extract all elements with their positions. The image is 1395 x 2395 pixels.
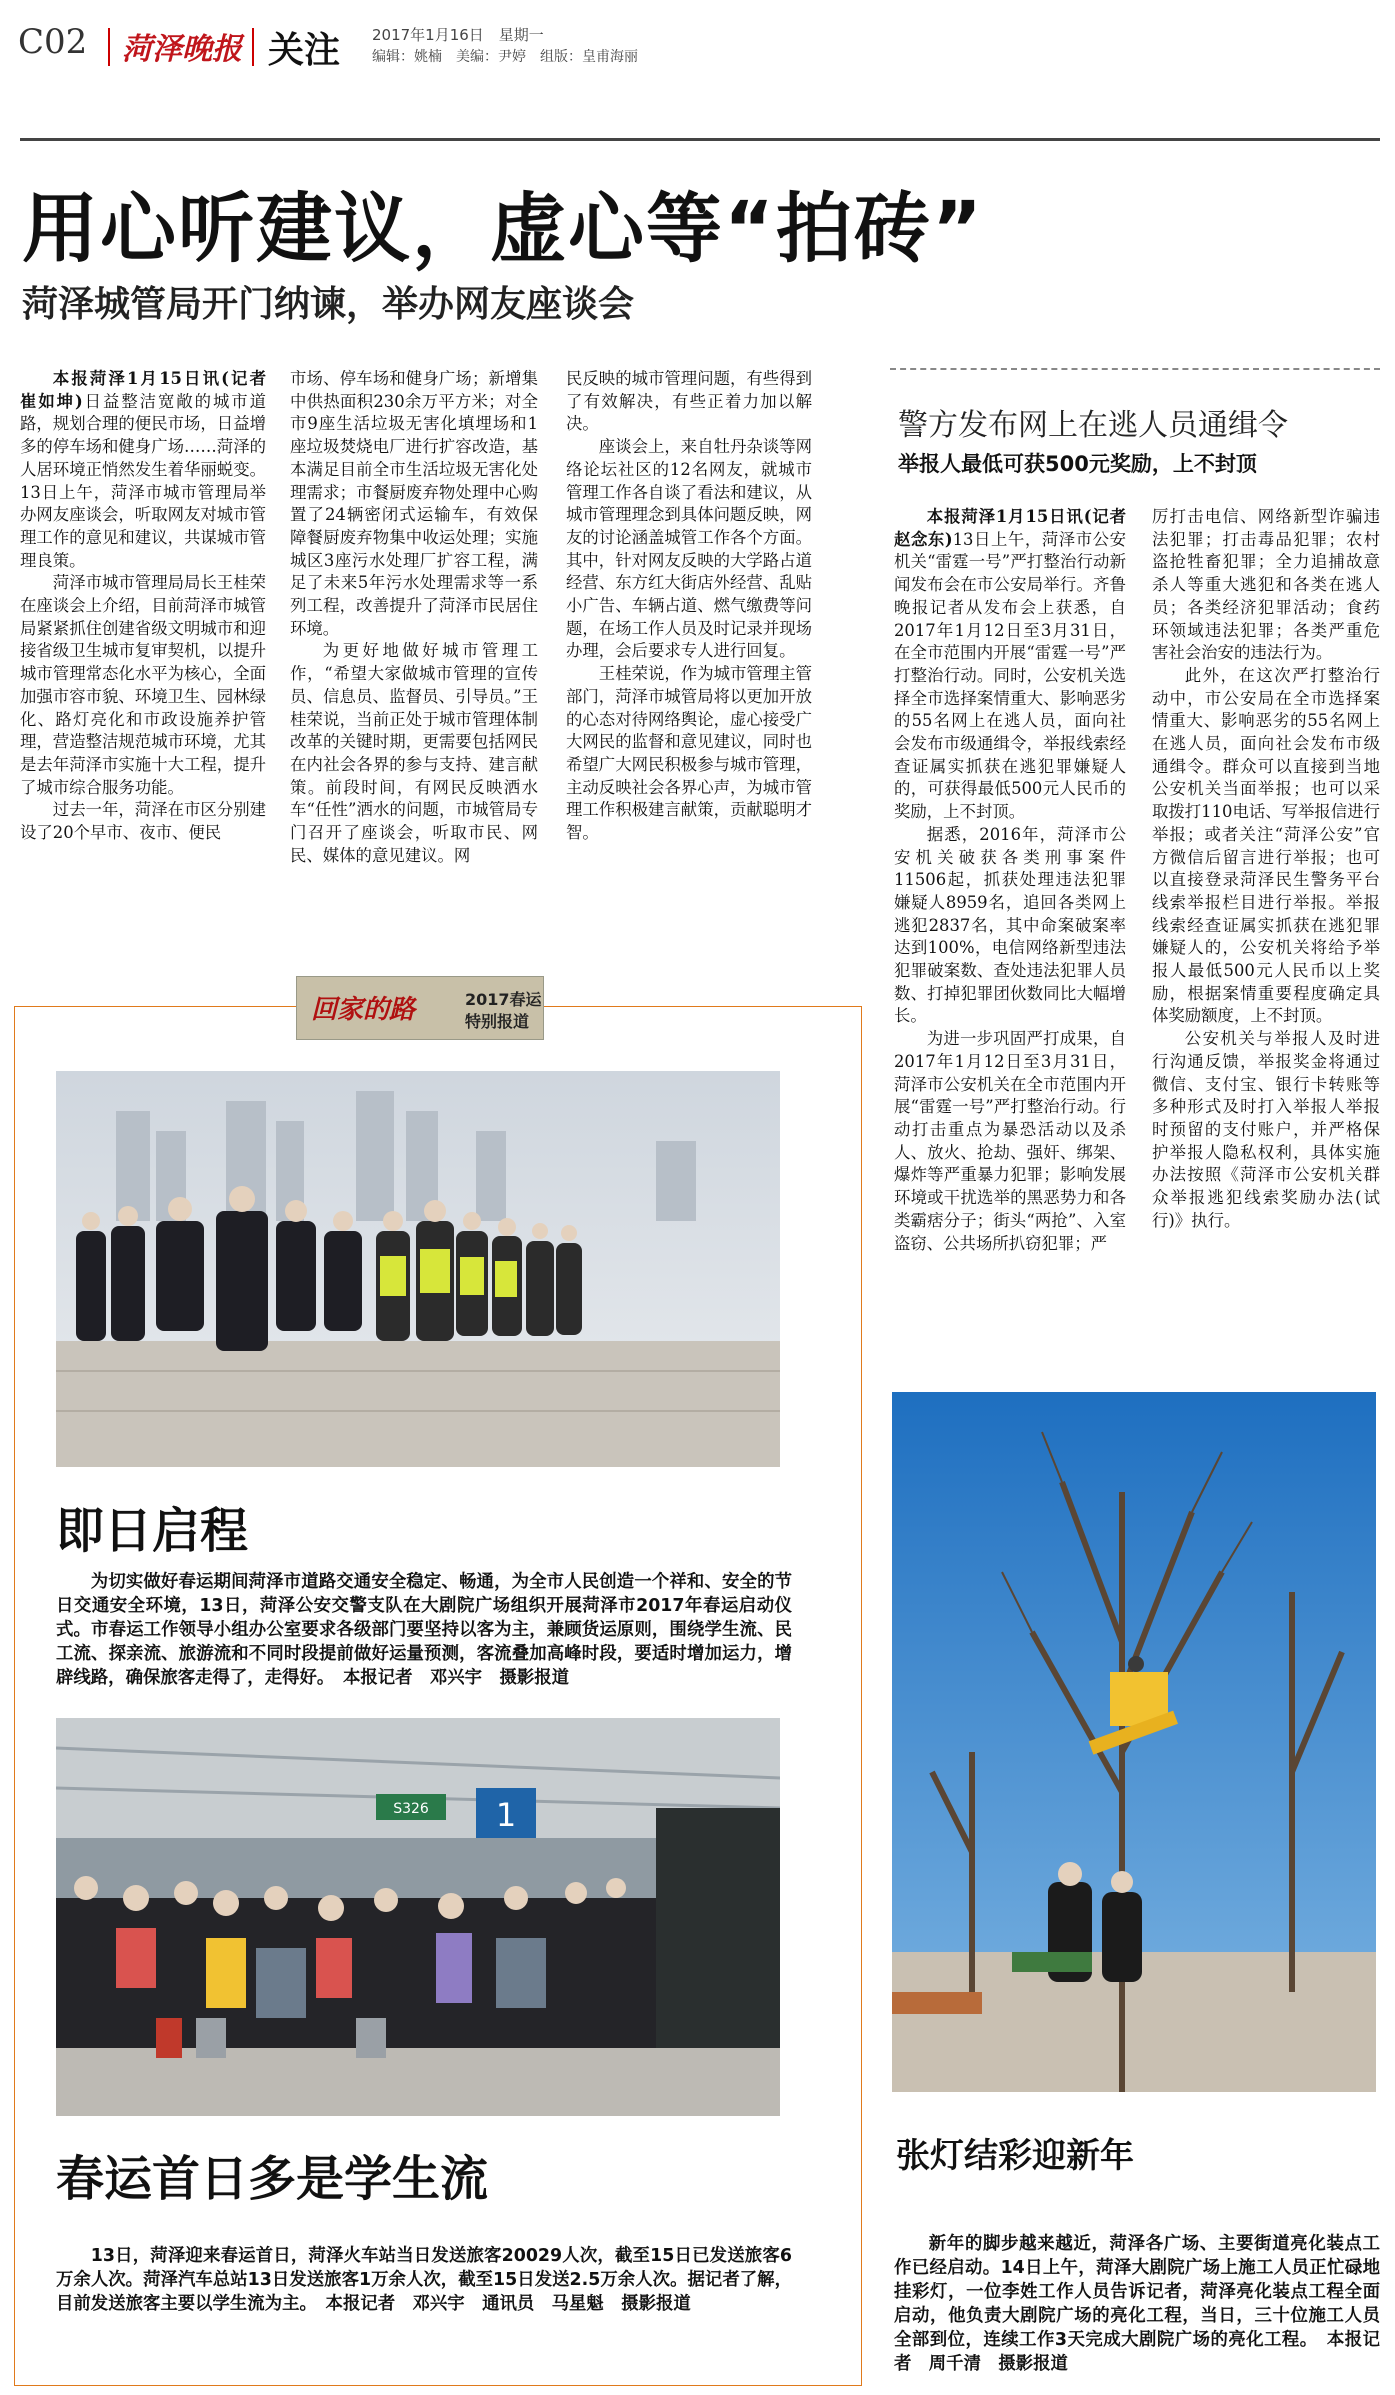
paragraph: 据悉，2016年，菏泽市公安机关破获各类刑事案件11506起，抓获处理违法犯罪嫌疑人8959名，追回各类网上逃犯2837名，其中命案破案率达到100%，电信网络新型违法犯罪破案数、查处违法犯罪人员数、打掉犯罪团伙数同比大幅增长。 [894, 824, 1126, 1026]
photo-caption-title: 即日启程 [56, 1503, 249, 1559]
photo-caption-title: 张灯结彩迎新年 [896, 2136, 1134, 2176]
photo-caption [894, 2232, 1380, 2376]
section-divider [890, 368, 1380, 370]
caption-text: 为切实做好春运期间菏泽市道路交通安全稳定、畅通，为全市人民创造一个祥和、安全的节日交通安全环境，13日，菏泽公安交警支队在大剧院广场组织开展菏泽市2017年春运启动仪式。市春运工作领导小组办公室要求各级部门要坚持以客为主，兼顾货运原则，围绕学生流、民工流、探亲流、旅游流和不同时段提前做好运量预测，客流叠加高峰时段，要适时增加运力，增辟线路，确保旅客走得了，走得好。 本报记者 邓兴宇 摄影报道 [56, 1572, 792, 1688]
paragraph: 菏泽市城市管理局局长王桂荣在座谈会上介绍，目前菏泽市城管局紧紧抓住创建省级文明城市和迎接省级卫生城市复审契机，以提升城市管理常态化水平为核心，全面加强市容市貌、环境卫生、园林绿化、路灯亮化和市政设施养护管理，营造整洁规范城市环境，尤其是去年菏泽市实施十大工程，提升了城市综合服务功能。 [20, 573, 266, 797]
header-rule [20, 138, 1380, 141]
paragraph: 王桂荣说，作为城市管理主管部门，菏泽市城管局将以更加开放的心态对待网络舆论，虚心接受广大网民的监督和意见建议，同时也希望广大网民积极参与城市管理，主动反映社会各界心声，为城市管理工作积极建言献策，贡献聪明才智。 [566, 664, 812, 843]
caption-text: 新年的脚步越来越近，菏泽各广场、主要街道亮化装点工作已经启动。14日上午，菏泽大剧院广场上施工人员正忙碌地挂彩灯，一位李姓工作人员告诉记者，菏泽亮化装点工程全面启动，他负责大剧院广场的亮化工程，当日，三十位施工人员全部到位，连续工作3天完成大剧院广场的亮化工程。 本报记者 周千清 摄影报道 [894, 2234, 1380, 2374]
header-divider [252, 28, 254, 66]
station-photo [56, 1718, 780, 2116]
issue-date: 2017年1月16日 星期一 [372, 26, 544, 44]
side-article-column-1 [894, 506, 1143, 1255]
header-divider [108, 28, 110, 66]
ceremony-photo [56, 1071, 780, 1467]
dateline: 本报菏泽1月15日讯(记者 崔如坤) [20, 369, 283, 411]
paragraph: 为进一步巩固严打成果，自2017年1月12日至3月31日，菏泽市公安机关在全市范围内开展“雷霆一号”严打整治行动。行动打击重点为暴恐活动以及杀人、放火、抢劫、强奸、绑架、爆炸等严重暴力犯罪；影响发展环境或干扰选举的黑恶势力和各类霸痞分子；街头“两抢”、入室盗窃、公共场所扒窃犯罪；严 [894, 1029, 1126, 1253]
paragraph: 日益整洁宽敞的城市道路，规划合理的便民市场，日益增多的停车场和健身广场……菏泽的人居环境正悄然发生着华丽蜕变。13日上午，菏泽市城市管理局举办网友座谈会，听取网友对城市管理工作的意见和建议，共谋城市管理良策。 [20, 391, 266, 570]
paragraph: 为更好地做好城市管理工作，“希望大家做城市管理的宣传员、信息员、监督员、引导员。”王桂荣说，当前正处于城市管理体制改革的关键时期，更需要包括网民在内社会各界的参与支持、建言献策。前段时间，有网民反映洒水车“任性”洒水的问题，市城管局专门召开了座谈会，听取市民、网民、媒体的意见建议。网 [290, 641, 538, 865]
paragraph: 此外，在这次严打整治行动中，市公安局在全市选择案情重大、影响恶劣的55名网上在逃人员，面向社会发布市级通缉令。群众可以直接到当地公安机关当面举报；也可以采取拨打110电话、写举报信进行举报；或者关注“菏泽公安”官方微信后留言进行举报；也可以直接登录菏泽民生警务平台线索举报栏目进行举报。举报线索经查证属实抓获在逃犯罪嫌疑人的，公安机关将给予举报人最低500元人民币以上奖励，根据案情重要程度确定具体奖励额度，上不封顶。 [1152, 665, 1380, 1026]
special-report-badge [296, 976, 544, 1040]
main-headline: 用心听建议，虚心等“拍砖” [22, 184, 984, 273]
badge-subtitle: 特别报道 [465, 1012, 530, 1031]
paragraph: 过去一年，菏泽在市区分别建设了20个早市、夜市、便民 [20, 800, 266, 843]
paragraph: 公安机关与举报人及时进行沟通反馈，举报奖金将通过微信、支付宝、银行卡转账等多种形式及时打入举报人举报时预留的支付账户，并严格保护举报人隐私权利，具体实施办法按照《菏泽市公安机关群众举报逃犯线索奖励办法(试行)》执行。 [1152, 1029, 1380, 1230]
side-article-subtitle: 举报人最低可获500元奖励，上不封顶 [898, 452, 1257, 476]
decoration-photo [892, 1392, 1376, 2092]
newspaper-logo: 菏泽晚报 [122, 32, 242, 67]
train-sign: S326 [393, 1801, 429, 1817]
article-column-1 [20, 368, 283, 845]
badge-subtitle: 2017春运 [465, 990, 542, 1009]
caption-text: 13日，菏泽迎来春运首日，菏泽火车站当日发送旅客20029人次，截至15日已发送旅客6万余人次。菏泽汽车总站13日发送旅客1万余人次，截至15日发送2.5万余人次。据记者了解，目前发送旅客主要以学生流为主。 本报记者 邓兴宇 通讯员 马星魁 摄影报道 [56, 2246, 792, 2314]
paragraph: 13日上午，菏泽市公安机关“雷霆一号”严打整治行动新闻发布会在市公安局举行。齐鲁晚报记者从发布会上获悉，自2017年1月12日至3月31日，在全市范围内开展“雷霆一号”严打整治行动。同时，公安机关选择全市选择案情重大、影响恶劣的55名网上在逃人员，面向社会发布市级通缉令，举报线索经查证属实抓获在逃犯罪嫌疑人的，可获得最低500元人民币的奖励，上不封顶。 [894, 529, 1126, 822]
photo-caption [56, 1570, 792, 1690]
photo-caption-title: 春运首日多是学生流 [56, 2151, 489, 2207]
paragraph: 市场、停车场和健身广场；新增集中供热面积230余万平方米；对全市9座生活垃圾无害化填埋场和1座垃圾焚烧电厂进行扩容改造，基本满足目前全市生活垃圾无害化处理需求；市餐厨废弃物处理中心购置了24辆密闭式运输车，有效保障餐厨废弃物集中收运处理；实施城区3座污水处理厂扩容工程，满足了未来5年污水处理需求等一系列工程，改善提升了菏泽市民居住环境。 [290, 369, 538, 638]
badge-title: 回家的路 [311, 995, 416, 1025]
paragraph: 座谈会上，来自牡丹杂谈等网络论坛社区的12名网友，就城市管理工作各自谈了看法和建议，从城市管理理念到具体问题反映，网友的讨论涵盖城管工作各个方面。其中，针对网友反映的大学路占道经营、东方红大街店外经营、乱贴小广告、车辆占道、燃气缴费等问题，在场工作人员及时记录并现场办理，会后要求专人进行回复。 [566, 437, 812, 661]
section-name: 关注 [268, 30, 341, 71]
paragraph: 民反映的城市管理问题，有些得到了有效解决，有些正着力加以解决。 [566, 369, 812, 434]
article-column-2 [290, 368, 538, 867]
dateline: 本报菏泽1月15日讯(记者 赵念东) [894, 507, 1143, 549]
main-subheadline: 菏泽城管局开门纳谏，举办网友座谈会 [22, 284, 635, 325]
staff-credit: 编辑：姚楠 美编：尹婷 组版：皇甫海丽 [372, 49, 638, 65]
photo-caption [56, 2244, 792, 2316]
page-number: C02 [18, 22, 88, 62]
side-article-title: 警方发布网上在逃人员通缉令 [898, 408, 1288, 443]
article-column-3 [566, 368, 812, 845]
paragraph: 厉打击电信、网络新型诈骗违法犯罪；打击毒品犯罪；农村盗抢牲畜犯罪；全力追捕故意杀人等重大逃犯和各类在逃人员；各类经济犯罪活动；食药环领域违法犯罪；各类严重危害社会治安的违法行为。 [1152, 507, 1380, 663]
side-article-column-2 [1152, 506, 1380, 1233]
platform-sign: 1 [495, 1796, 517, 1834]
